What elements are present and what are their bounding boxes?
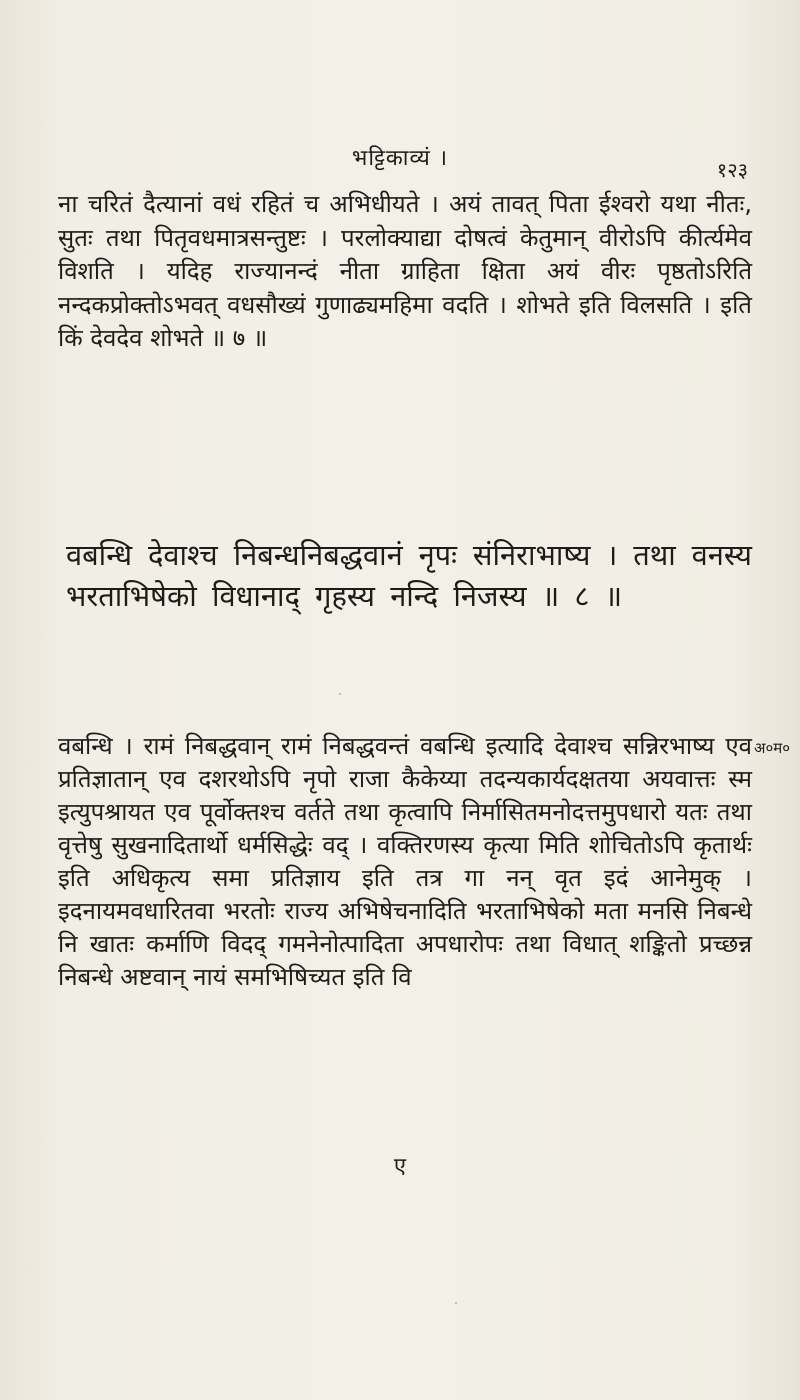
paper-speck	[455, 1302, 457, 1304]
verse	[66, 535, 752, 617]
verse-text: वबन्धि देवाश्च निबन्धनिबद्धवानं नृपः संनिराभाष्य । तथा वनस्य भरताभिषेको विधानाद् गृहस्य नन्दि निजस्य ॥ ८ ॥	[66, 538, 752, 613]
margin-note: अ०म०	[754, 739, 791, 757]
commentary-bottom-text: वबन्धि । रामं निबद्धवान् रामं निबद्धवन्तं वबन्धि इत्यादि देवाश्च सन्निरभाष्य एव प्रतिज्ञातान् एव दशरथोऽपि नृपो राजा कैकेय्या तदन्यकार्यदक्षतया अयवात्तः स्म इत्युपश्रायत एव पूर्वोक्तश्च वर्तते तथा कृत्वापि निर्मासितमनोदत्तमुपधारो यतः तथा वृत्तेषु सुखनादितार्थो धर्मसिद्धेः वद् । वक्तिरणस्य कृत्या मिति शोचितोऽपि कृतार्थः इति अधिकृत्य समा प्रतिज्ञाय इति तत्र गा नन् वृत इदं आनेमुक् । इदनायमवधारितवा भरतोः राज्य अभिषेचनादिति भरताभिषेको मता मनसि निबन्धे नि खातः कर्माणि विदद् गमनेनोत्पादिता अपधारोपः तथा विधात् शङ्कितो प्रच्छन्न निबन्धे अष्टवान् नायं समभिषिच्यत इति वि	[58, 732, 752, 991]
paper-speck	[339, 693, 341, 695]
commentary-top	[58, 188, 752, 356]
page-number: १२३	[716, 158, 748, 182]
running-head: भट्टिकाव्यं ।	[351, 146, 449, 171]
commentary-bottom	[58, 730, 752, 994]
folio-signature: ए	[393, 1154, 407, 1179]
commentary-top-text: ना चरितं दैत्यानां वधं रहितं च अभिधीयते । अयं तावत् पिता ईश्वरो यथा नीतः, सुतः तथा पितृवधमात्रसन्तुष्टः । परलोक्याद्या दोषत्वं केतुमान् वीरोऽपि कीर्त्यमेव विशति । यदिह राज्यानन्दं नीता ग्राहिता क्षिता अयं वीरः पृष्ठतोऽरिति नन्दकप्रोक्तोऽभवत् वधसौख्यं गुणाढ्यमहिमा वदति । शोभते इति विलसति । इति किं देवदेव शोभते ॥ ७ ॥	[58, 190, 752, 352]
